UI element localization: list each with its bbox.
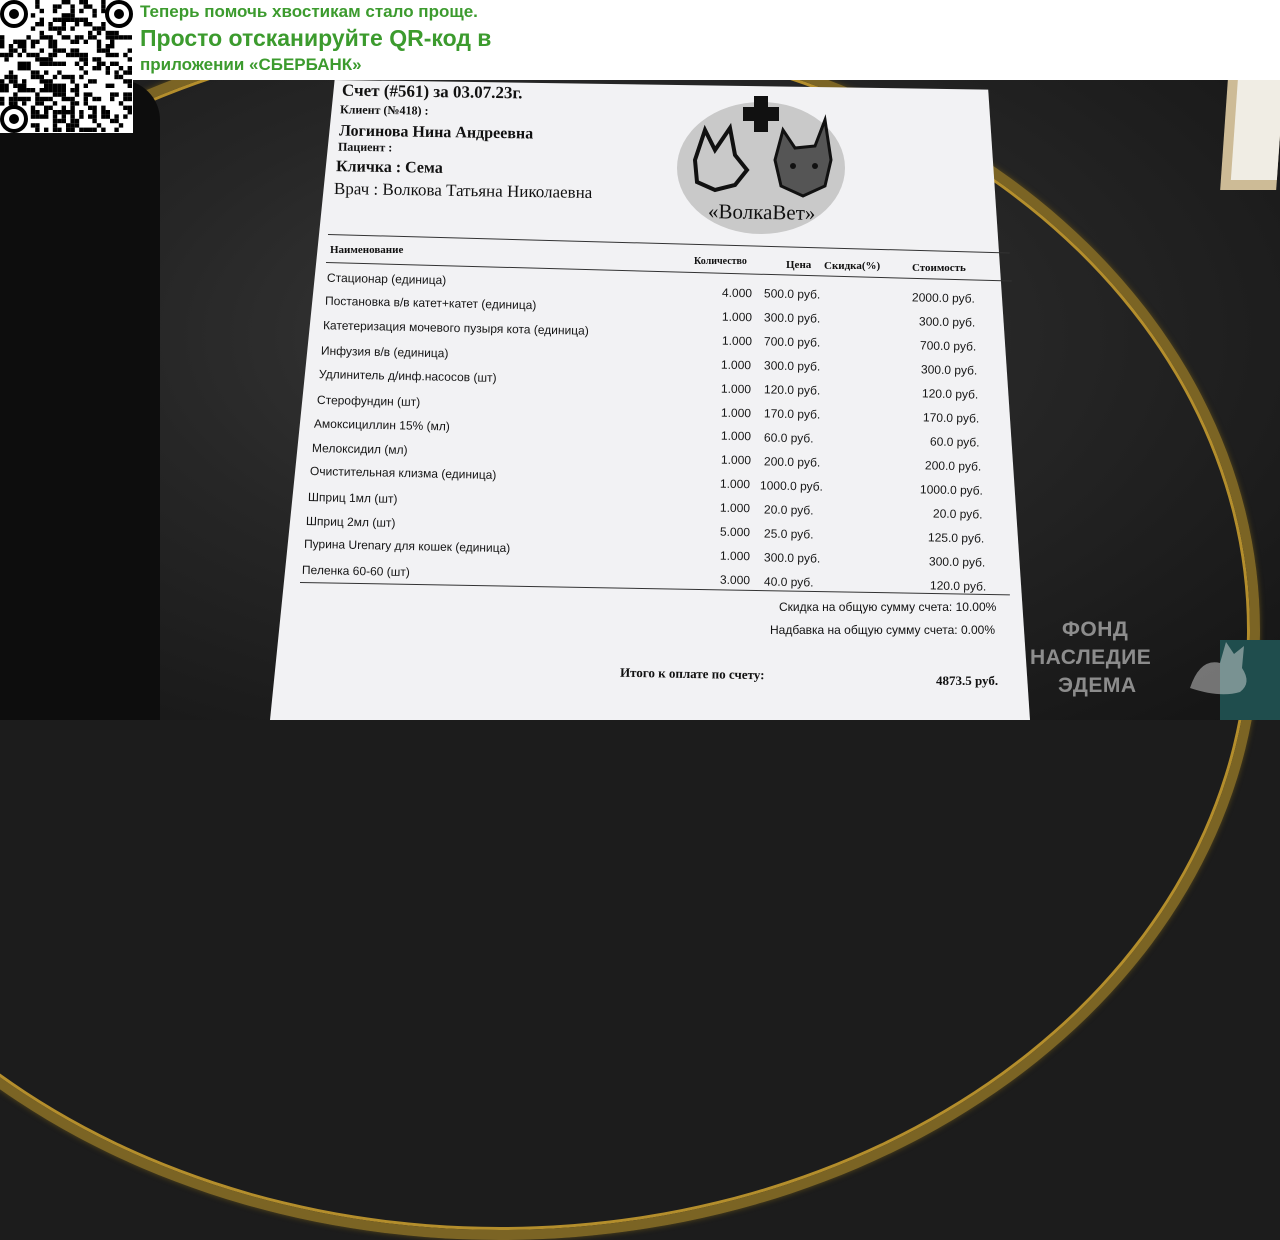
item-price: 300.0 руб.: [763, 310, 821, 326]
header-name: Наименование: [330, 244, 404, 256]
item-price: 300.0 руб.: [763, 550, 821, 566]
item-name: Шприц 1мл (шт): [307, 489, 398, 506]
item-name: Амоксициллин 15% (мл): [314, 416, 451, 434]
doctor-name: Врач : Волкова Татьяна Николаевна: [333, 178, 593, 203]
cat-watermark-icon: [1180, 628, 1260, 698]
item-cost: 1000.0 руб.: [919, 482, 983, 498]
item-qty: 1.000: [721, 357, 752, 373]
item-name: Мелоксидил (мл): [312, 441, 409, 458]
item-qty: 1.000: [719, 548, 750, 564]
qr-code-icon[interactable]: [0, 0, 133, 133]
item-price: 300.0 руб.: [763, 358, 821, 374]
item-name: Постановка в/в катет+катет (единица): [324, 294, 537, 313]
total-label: Итого к оплате по счету:: [619, 664, 765, 683]
header-cost: Стоимость: [912, 262, 966, 274]
item-cost: 120.0 руб.: [929, 578, 987, 594]
client-name: Логинова Нина Андреевна: [338, 122, 534, 143]
item-cost: 700.0 руб.: [919, 338, 977, 354]
watermark-line1: ФОНД: [1062, 618, 1129, 641]
item-name: Стационар (единица): [326, 270, 447, 288]
item-name: Шприц 2мл (шт): [305, 514, 396, 530]
item-qty: 1.000: [720, 429, 751, 444]
discount-line: Скидка на общую сумму счета: 10.00%: [779, 600, 997, 614]
watermark-line3: ЭДЕМА: [1058, 674, 1137, 697]
item-cost: 20.0 руб.: [933, 506, 984, 522]
item-cost: 170.0 руб.: [922, 410, 980, 426]
item-cost: 300.0 руб.: [920, 362, 978, 378]
item-cost: 60.0 руб.: [930, 434, 981, 450]
item-name: Инфузия в/в (единица): [320, 343, 449, 361]
watermark-line2: НАСЛЕДИЕ: [1030, 646, 1152, 669]
item-name: Удлинитель д/инф.насосов (шт): [318, 367, 497, 386]
item-price: 20.0 руб.: [763, 502, 814, 518]
client-label: Клиент (№418) :: [339, 102, 429, 118]
pet-name: Кличка : Сема: [335, 158, 443, 177]
item-qty: 5.000: [719, 524, 751, 540]
item-qty: 4.000: [721, 285, 753, 301]
item-price: 1000.0 руб.: [759, 478, 824, 494]
item-name: Стерофундин (шт): [316, 392, 420, 409]
card-stack: [1220, 80, 1280, 190]
header-qty: Количество: [694, 256, 747, 267]
item-qty: 1.000: [721, 309, 752, 325]
item-qty: 1.000: [721, 381, 752, 396]
item-qty: 1.000: [720, 405, 752, 420]
item-cost: 2000.0 руб.: [911, 290, 975, 306]
banner-line-3: приложении «СБЕРБАНК»: [140, 55, 362, 74]
item-name: Пеленка 60-60 (шт): [301, 562, 410, 579]
item-name: Очистительная клизма (единица): [310, 464, 497, 483]
item-price: 170.0 руб.: [763, 406, 821, 422]
patient-label: Пациент :: [337, 139, 393, 155]
item-price: 40.0 руб.: [763, 574, 814, 590]
banner-line-1: Теперь помочь хвостикам стало проще.: [140, 2, 478, 21]
dark-object: [0, 80, 160, 720]
item-cost: 120.0 руб.: [921, 386, 979, 402]
banner-line-2: Просто отсканируйте QR-код в: [140, 25, 492, 51]
item-qty: 1.000: [721, 333, 752, 349]
header-discount: Скидка(%): [824, 260, 881, 272]
receipt-title: Счет (#561) за 03.07.23г.: [341, 80, 523, 103]
item-name: Пурина Urenary для кошек (единица): [303, 537, 511, 556]
item-name: Катетеризация мочевого пузыря кота (единица): [322, 317, 589, 338]
item-price: 200.0 руб.: [763, 454, 821, 470]
item-price: 500.0 руб.: [763, 286, 821, 302]
item-price: 60.0 руб.: [763, 430, 814, 446]
logo-text: «ВолкаВет»: [707, 199, 816, 225]
item-qty: 3.000: [719, 572, 750, 588]
item-price: 25.0 руб.: [763, 526, 814, 542]
item-qty: 1.000: [720, 452, 751, 468]
item-cost: 300.0 руб.: [928, 554, 986, 570]
item-cost: 125.0 руб.: [927, 530, 985, 546]
item-price: 700.0 руб.: [763, 334, 821, 350]
item-cost: 200.0 руб.: [924, 458, 982, 474]
item-price: 120.0 руб.: [763, 382, 821, 398]
item-qty: 1.000: [720, 500, 751, 516]
header-price: Цена: [786, 259, 812, 271]
item-qty: 1.000: [720, 476, 751, 492]
markup-line: Надбавка на общую сумму счета: 0.00%: [770, 623, 995, 637]
total-value: 4873.5 руб.: [936, 673, 999, 688]
item-cost: 300.0 руб.: [918, 314, 976, 330]
